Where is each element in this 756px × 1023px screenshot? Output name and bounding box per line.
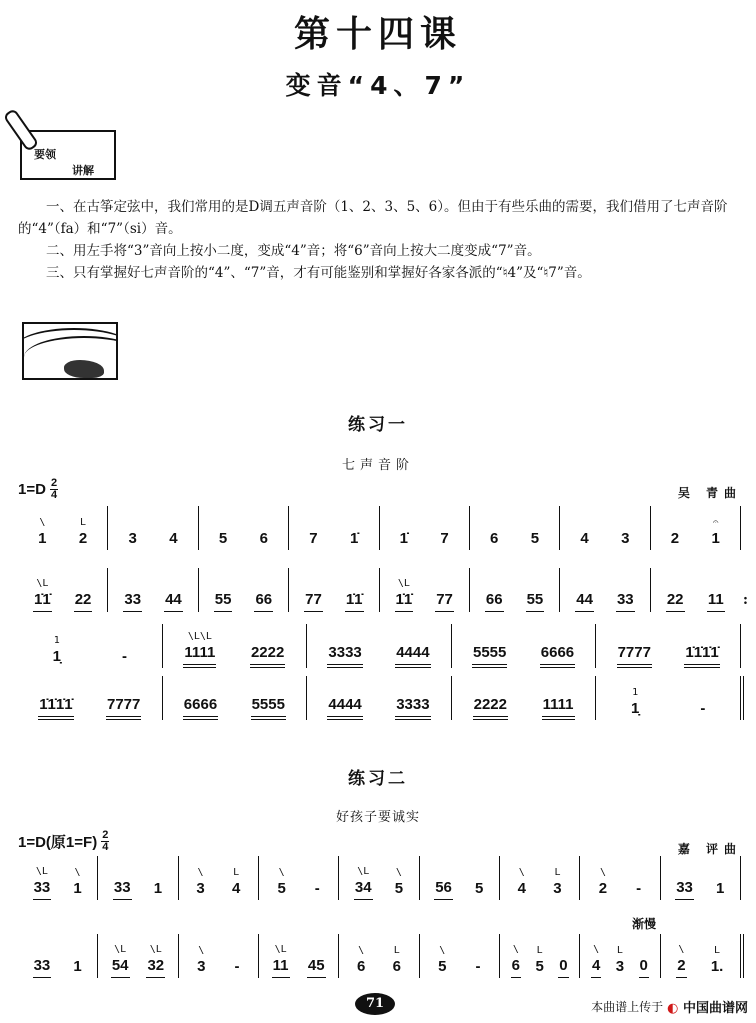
note: 4444 bbox=[327, 696, 362, 720]
note: 77 bbox=[435, 591, 454, 612]
note: 77 bbox=[304, 591, 323, 612]
note: 55 bbox=[214, 591, 233, 612]
note-group bbox=[354, 865, 373, 900]
measure bbox=[18, 856, 97, 900]
note: 6666 bbox=[540, 644, 575, 668]
score-line bbox=[18, 568, 740, 612]
measure bbox=[660, 934, 740, 978]
note-group bbox=[214, 577, 233, 612]
note-group bbox=[437, 944, 447, 978]
fingering-mark: \ bbox=[74, 867, 81, 878]
note: 6 bbox=[356, 958, 366, 975]
score-line bbox=[18, 506, 741, 550]
note-group bbox=[707, 577, 725, 612]
note-group bbox=[183, 682, 218, 720]
exercise1-key-signature bbox=[18, 478, 58, 501]
note-group bbox=[272, 943, 290, 978]
note-group bbox=[591, 943, 601, 978]
note: 44 bbox=[575, 591, 594, 612]
measure bbox=[288, 506, 378, 550]
note-group bbox=[218, 516, 228, 550]
note: 1̇ bbox=[349, 530, 359, 547]
note: 6 bbox=[392, 958, 401, 975]
note-group bbox=[676, 943, 686, 978]
note: 33 bbox=[113, 879, 132, 900]
note-group bbox=[128, 516, 138, 550]
fingering-mark: L bbox=[554, 867, 561, 878]
note-group bbox=[231, 866, 241, 900]
exercise1-heading: 练习一 bbox=[348, 415, 408, 435]
note: 1̣ bbox=[52, 648, 61, 665]
note-group bbox=[630, 686, 640, 720]
note: 5 bbox=[535, 958, 544, 975]
fingering-mark: \ bbox=[518, 867, 525, 878]
note: 45 bbox=[307, 957, 326, 978]
fingering-mark: \L bbox=[274, 944, 287, 955]
fingering-mark: \ bbox=[512, 944, 519, 955]
note-group bbox=[33, 577, 52, 612]
note-group bbox=[33, 865, 52, 900]
fingering-mark: \ bbox=[439, 945, 446, 956]
time-signature bbox=[101, 830, 109, 853]
note: 7777 bbox=[617, 644, 652, 668]
note-group bbox=[276, 866, 286, 900]
fingering-mark: \L bbox=[35, 866, 48, 877]
note-group bbox=[304, 577, 323, 612]
note: 54 bbox=[111, 957, 130, 978]
fingering-mark: \ bbox=[39, 517, 46, 528]
note: - bbox=[234, 958, 240, 975]
fingering-mark: \ bbox=[599, 867, 606, 878]
note: 3333 bbox=[327, 644, 362, 668]
measure bbox=[338, 856, 418, 900]
note-group bbox=[153, 866, 163, 900]
fingering-mark: 𝄐 bbox=[712, 517, 719, 528]
note: - bbox=[700, 700, 706, 717]
note-group bbox=[675, 865, 694, 900]
note: 1 bbox=[711, 530, 720, 547]
note: 1 bbox=[73, 958, 82, 975]
measure bbox=[18, 506, 107, 550]
fingering-mark: \L bbox=[397, 578, 410, 589]
note-group bbox=[395, 630, 430, 668]
note-group bbox=[111, 943, 130, 978]
note-group bbox=[542, 682, 575, 720]
note-group bbox=[254, 577, 273, 612]
note: 33 bbox=[33, 879, 52, 900]
note-group bbox=[37, 516, 47, 550]
measure bbox=[419, 856, 499, 900]
exercise1-piece-title: 七声音阶 bbox=[341, 458, 414, 473]
note: 6 bbox=[490, 530, 499, 547]
note-group bbox=[72, 944, 82, 978]
note-group bbox=[259, 516, 269, 550]
note: 7 bbox=[309, 530, 318, 547]
note: 1̇ bbox=[399, 530, 409, 547]
note-group bbox=[710, 944, 725, 978]
note-group bbox=[715, 866, 725, 900]
note-group bbox=[639, 943, 649, 978]
note: 6 bbox=[259, 530, 268, 547]
fingering-mark: L bbox=[80, 517, 87, 528]
fingering-mark: \ bbox=[593, 944, 600, 955]
note: 3 bbox=[196, 880, 205, 897]
note: 2222 bbox=[250, 644, 285, 668]
note-group bbox=[183, 630, 216, 668]
note-group bbox=[517, 866, 527, 900]
note: 1 bbox=[38, 530, 47, 547]
fingering-mark: \ bbox=[278, 867, 285, 878]
note: 0 bbox=[558, 957, 568, 978]
note: 4 bbox=[517, 880, 526, 897]
measure bbox=[18, 676, 162, 720]
note: 2222 bbox=[473, 696, 508, 720]
note: 5555 bbox=[251, 696, 286, 720]
note: 3333 bbox=[395, 696, 430, 720]
explanation-text bbox=[18, 196, 743, 284]
note-group bbox=[33, 943, 52, 978]
exercise1-composer: 吴 青曲 bbox=[677, 486, 742, 500]
note: 3 bbox=[615, 958, 625, 975]
measure bbox=[178, 934, 258, 978]
fingering-mark: L bbox=[536, 945, 543, 956]
note: 55 bbox=[526, 591, 545, 612]
measure bbox=[97, 934, 177, 978]
fingering-mark: 1 bbox=[53, 635, 60, 646]
fingering-mark: \ bbox=[358, 945, 365, 956]
note: 33 bbox=[123, 591, 142, 612]
note-group bbox=[489, 516, 499, 550]
measure bbox=[338, 934, 418, 978]
note-group bbox=[123, 577, 142, 612]
note-group bbox=[392, 944, 402, 978]
note: 1 bbox=[73, 880, 82, 897]
note: 1 bbox=[716, 880, 725, 897]
measure bbox=[97, 856, 177, 900]
note-group bbox=[399, 516, 409, 550]
measure bbox=[288, 568, 378, 612]
note-group bbox=[474, 944, 481, 978]
note: 33 bbox=[675, 879, 694, 900]
note-group bbox=[74, 577, 93, 612]
note-group bbox=[251, 682, 286, 720]
note-group bbox=[598, 866, 608, 900]
note: 4 bbox=[231, 880, 241, 897]
score-line bbox=[18, 624, 741, 668]
note: 32 bbox=[146, 957, 165, 978]
note: 5 bbox=[394, 880, 404, 897]
note-group bbox=[526, 577, 545, 612]
note: 5 bbox=[277, 880, 286, 897]
measure bbox=[499, 856, 579, 900]
note-group bbox=[579, 516, 589, 550]
time-sig-top: 2 bbox=[102, 829, 109, 841]
measure bbox=[379, 568, 469, 612]
measure bbox=[469, 506, 559, 550]
measure bbox=[595, 624, 740, 668]
note-group bbox=[439, 516, 449, 550]
measure bbox=[198, 568, 288, 612]
note: 1. bbox=[710, 958, 724, 975]
note-group bbox=[666, 577, 685, 612]
note: 11 bbox=[272, 957, 290, 978]
note: 4 bbox=[580, 530, 589, 547]
note-group bbox=[121, 634, 128, 668]
fingering-mark: \L bbox=[357, 866, 370, 877]
note: 34 bbox=[354, 879, 373, 900]
measure bbox=[379, 506, 469, 550]
measure bbox=[499, 934, 579, 978]
note-group bbox=[146, 943, 165, 978]
measure bbox=[18, 934, 97, 978]
note-group bbox=[395, 577, 414, 612]
note: 6666 bbox=[183, 696, 218, 720]
note-group bbox=[558, 943, 568, 978]
note-group bbox=[485, 577, 504, 612]
note: 7777 bbox=[106, 696, 141, 720]
fingering-mark: \ bbox=[395, 867, 402, 878]
note: 7 bbox=[440, 530, 449, 547]
note: 33 bbox=[616, 591, 635, 612]
note: 4444 bbox=[395, 644, 430, 668]
measure bbox=[162, 624, 307, 668]
note: 2 bbox=[598, 880, 608, 897]
note: 22 bbox=[666, 591, 685, 612]
measure bbox=[258, 934, 338, 978]
note-group bbox=[530, 516, 540, 550]
note-group bbox=[552, 866, 562, 900]
measure bbox=[306, 676, 451, 720]
note: 5555 bbox=[472, 644, 507, 668]
measure bbox=[559, 568, 649, 612]
note-group bbox=[684, 630, 719, 668]
key: 1=D bbox=[18, 481, 46, 498]
measure bbox=[579, 934, 659, 978]
note-group bbox=[52, 634, 62, 668]
note: 3 bbox=[621, 530, 630, 547]
note: 3 bbox=[128, 530, 137, 547]
note-group bbox=[435, 577, 454, 612]
fingering-mark: \ bbox=[197, 867, 204, 878]
fingering-mark: \L\L bbox=[187, 631, 212, 642]
score-line bbox=[18, 856, 741, 900]
site-logo[interactable]: ◐ 中国曲谱网 bbox=[667, 1001, 748, 1016]
fingering-mark: \ bbox=[198, 945, 205, 956]
explanation-paragraph-2: 二、用左手将“3”音向上按小二度，变成“4”音；将“6”音向上按大二度变成“7”音。 bbox=[46, 243, 541, 259]
fingering-mark: 1 bbox=[632, 687, 639, 698]
note: 1 bbox=[153, 880, 163, 897]
badge-line1: 要领 bbox=[34, 148, 56, 161]
lesson-subtitle: 变音“4、7” bbox=[285, 71, 471, 100]
note: 2 bbox=[676, 957, 686, 978]
note-group bbox=[575, 577, 594, 612]
note: 56 bbox=[434, 879, 453, 900]
note-group bbox=[472, 630, 507, 668]
note: 1̇1̇ bbox=[345, 591, 364, 612]
footer-credit bbox=[591, 997, 748, 1016]
score-line bbox=[18, 934, 744, 978]
time-sig-bottom: 4 bbox=[50, 489, 58, 501]
measure bbox=[18, 624, 162, 668]
measure bbox=[595, 676, 740, 720]
note-group bbox=[395, 682, 430, 720]
note: - bbox=[636, 880, 642, 897]
measure bbox=[451, 676, 596, 720]
note-group bbox=[307, 943, 326, 978]
note: 4 bbox=[169, 530, 178, 547]
measure bbox=[559, 506, 649, 550]
fingering-mark: \ bbox=[678, 944, 685, 955]
note: - bbox=[122, 648, 128, 665]
note-group bbox=[196, 944, 206, 978]
note: 3 bbox=[553, 880, 562, 897]
fingering-mark: L bbox=[616, 945, 623, 956]
note-group bbox=[113, 865, 132, 900]
note: 2 bbox=[78, 530, 88, 547]
measure bbox=[18, 568, 107, 612]
fingering-mark: \L bbox=[149, 944, 162, 955]
note-group bbox=[474, 866, 484, 900]
note-group bbox=[195, 866, 205, 900]
key: 1=D(原1=F) bbox=[18, 834, 98, 851]
tempo-mark: 渐慢 bbox=[631, 917, 656, 931]
note: 0 bbox=[639, 957, 649, 978]
note-group bbox=[233, 944, 240, 978]
exercise2-piece-title: 好孩子要诚实 bbox=[335, 810, 420, 825]
note: 22 bbox=[74, 591, 93, 612]
explanation-paragraph-3: 三、只有掌握好七声音阶的“4”、“7”音，才有可能鉴别和掌握好各家各派的“♮4”及“♮7”音。 bbox=[46, 265, 591, 281]
exercise2-key-signature bbox=[18, 830, 109, 853]
note-group bbox=[620, 516, 630, 550]
note-group bbox=[345, 577, 364, 612]
exercise2-heading: 练习二 bbox=[348, 769, 408, 789]
note-group bbox=[164, 577, 183, 612]
measure bbox=[579, 856, 659, 900]
measure bbox=[660, 856, 740, 900]
note: - bbox=[475, 958, 481, 975]
note-group bbox=[72, 866, 82, 900]
fingering-mark: \L bbox=[36, 578, 49, 589]
practice-logo bbox=[22, 322, 118, 380]
exercise2-composer: 嘉 评曲 bbox=[677, 842, 742, 856]
note-group bbox=[250, 630, 285, 668]
measure bbox=[107, 506, 197, 550]
note-group bbox=[511, 943, 521, 978]
note: 3 bbox=[197, 958, 206, 975]
note-group bbox=[617, 630, 652, 668]
note: 4 bbox=[591, 957, 601, 978]
fingering-mark: L bbox=[714, 945, 721, 956]
upload-text: 本曲谱上传于 bbox=[591, 1000, 664, 1014]
note-group bbox=[327, 630, 362, 668]
note-group bbox=[349, 516, 359, 550]
site-logo-text: 中国曲谱网 bbox=[682, 1001, 748, 1016]
note: 1̇1̇ bbox=[33, 591, 52, 612]
page-number: 71 bbox=[355, 993, 395, 1015]
note: 5 bbox=[218, 530, 228, 547]
note-group bbox=[699, 686, 706, 720]
measure bbox=[162, 676, 307, 720]
note: 1̇1̇1̇1̇ bbox=[38, 696, 73, 720]
note: 5 bbox=[530, 530, 540, 547]
measure bbox=[198, 506, 288, 550]
note-group bbox=[635, 866, 642, 900]
note-group bbox=[394, 866, 404, 900]
measure bbox=[107, 568, 197, 612]
explanation-paragraph-1: 一、在古筝定弦中，我们常用的是D调五声音阶（1、2、3、5、6）。但由于有些乐曲的需要，我们借用了七声音阶的“4”（fa）和“7”（si）音。 bbox=[18, 199, 728, 237]
note: 1̇1̇ bbox=[395, 591, 414, 612]
measure bbox=[650, 568, 740, 612]
fingering-mark: L bbox=[233, 867, 240, 878]
note-group bbox=[38, 682, 73, 720]
note: 66 bbox=[254, 591, 273, 612]
note: 1̣ bbox=[630, 700, 640, 717]
note: 5 bbox=[438, 958, 447, 975]
note-group bbox=[327, 682, 362, 720]
measure bbox=[469, 568, 559, 612]
note-group bbox=[710, 516, 720, 550]
note-group bbox=[534, 944, 544, 978]
fingering-mark: L bbox=[393, 945, 400, 956]
note: - bbox=[314, 880, 320, 897]
note-group bbox=[434, 865, 453, 900]
note: 33 bbox=[33, 957, 52, 978]
note-group bbox=[308, 516, 318, 550]
measure bbox=[178, 856, 258, 900]
note-group bbox=[473, 682, 508, 720]
note-group bbox=[356, 944, 366, 978]
note-group bbox=[168, 516, 178, 550]
note-group bbox=[106, 682, 141, 720]
time-sig-bottom: 4 bbox=[102, 841, 109, 853]
note: 6 bbox=[511, 957, 521, 978]
note-group bbox=[615, 944, 625, 978]
time-sig-top: 2 bbox=[50, 477, 58, 489]
lesson-title: 第十四课 bbox=[293, 13, 462, 55]
note: 66 bbox=[485, 591, 504, 612]
badge-line2: 讲解 bbox=[72, 164, 94, 177]
note-group bbox=[314, 866, 321, 900]
note: 1111 bbox=[542, 696, 575, 720]
measure bbox=[258, 856, 338, 900]
measure bbox=[306, 624, 451, 668]
hand-illustration bbox=[64, 360, 104, 378]
note: 1̇1̇1̇1̇ bbox=[684, 644, 719, 668]
fingering-mark: \L bbox=[114, 944, 127, 955]
note-group bbox=[670, 516, 680, 550]
note: 11 bbox=[707, 591, 725, 612]
note-group bbox=[540, 630, 575, 668]
score-line bbox=[18, 676, 744, 720]
note-group bbox=[616, 577, 635, 612]
measure bbox=[419, 934, 499, 978]
time-signature bbox=[50, 478, 58, 501]
note: 1111 bbox=[183, 644, 216, 668]
measure bbox=[650, 506, 740, 550]
measure bbox=[451, 624, 596, 668]
note: 2 bbox=[670, 530, 680, 547]
note: 5 bbox=[475, 880, 484, 897]
note-group bbox=[78, 516, 88, 550]
note: 44 bbox=[164, 591, 183, 612]
